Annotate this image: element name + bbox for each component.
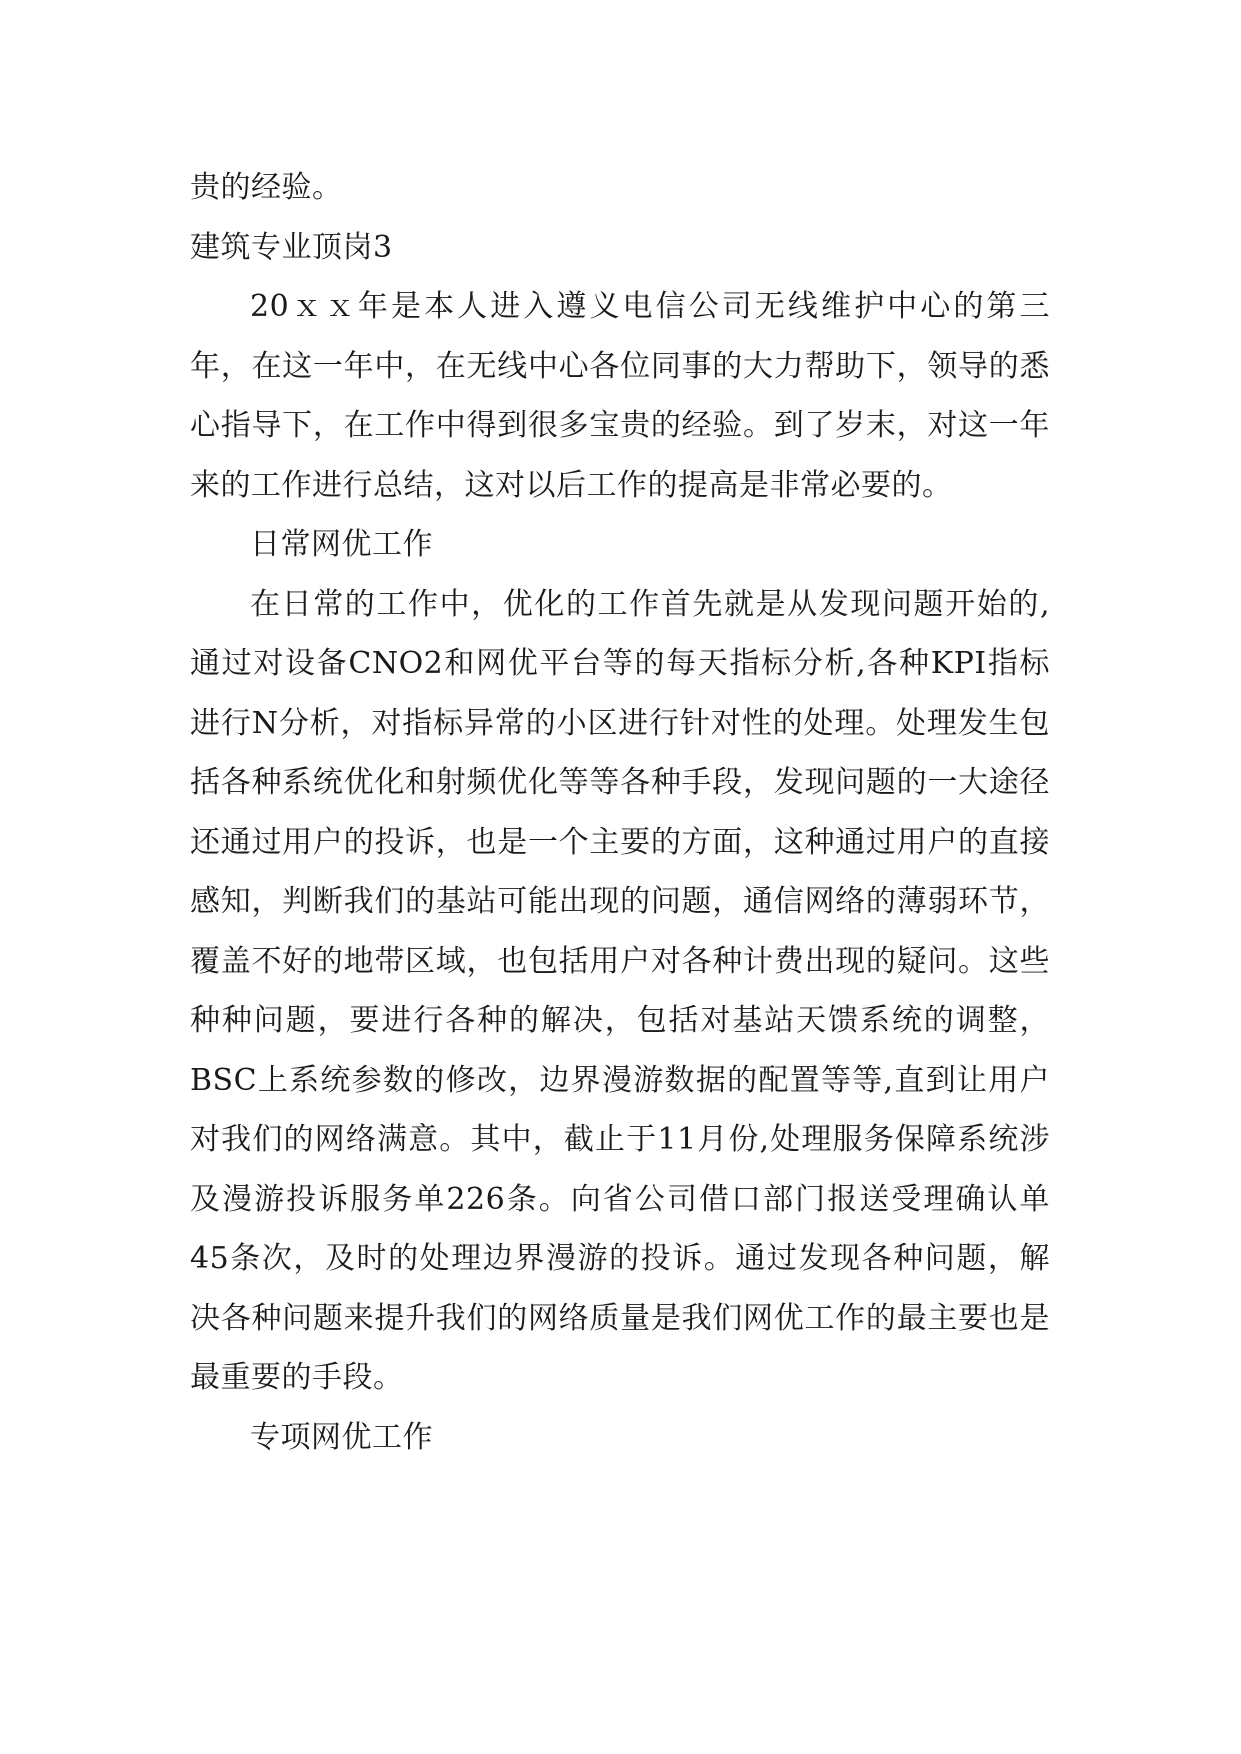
paragraph-intro: 20ｘｘ年是本人进入遵义电信公司无线维护中心的第三年，在这一年中，在无线中心各位同事的大力帮助下，领导的悉心指导下，在工作中得到很多宝贵的经验。到了岁末，对这一年来的工作进行总结，这对以后工作的提高是非常必要的。 [190,289,1050,503]
section-title: 建筑专业顶岗3 [190,229,393,265]
heading-special-optimization: 专项网优工作 [250,1419,433,1455]
heading-daily-optimization: 日常网优工作 [250,527,433,562]
paragraph-continuation: 贵的经验。 [190,170,343,205]
document-body [190,158,1050,1467]
paragraph-daily-optimization: 在日常的工作中，优化的工作首先就是从发现问题开始的,通过对设备CNO2和网优平台等的每天指标分析,各种KPI指标进行N分析，对指标异常的小区进行针对性的处理。处理发生包括各种系统优化和射频优化等等各种手段，发现问题的一大途径还通过用户的投诉，也是一个主要的方面，这种通过用户的直接感知，判断我们的基站可能出现的问题，通信网络的薄弱环节，覆盖不好的地带区域，也包括用户对各种计费出现的疑问。这些种种问题，要进行各种的解决，包括对基站天馈系统的调整，BSC上系统参数的修改，边界漫游数据的配置等等,直到让用户对我们的网络满意。其中，截止于11月份,处理服务保障系统涉及漫游投诉服务单226条。向省公司借口部门报送受理确认单45条次，及时的处理边界漫游的投诉。通过发现各种问题，解决各种问题来提升我们的网络质量是我们网优工作的最主要也是最重要的手段。 [190,586,1050,1395]
